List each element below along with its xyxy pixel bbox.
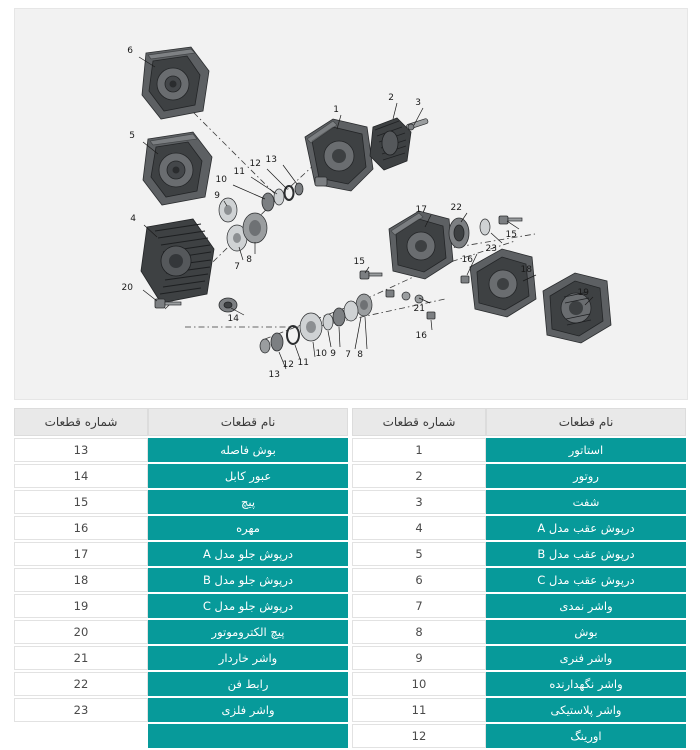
part-name-cell: واشر فلزی [148, 698, 348, 722]
part-number-cell: 22 [14, 672, 148, 696]
svg-text:10: 10 [215, 175, 227, 185]
part-name-cell: درپوش جلو مدل C [148, 594, 348, 618]
svg-text:4: 4 [130, 214, 136, 224]
column-header-number: شماره قطعات [14, 408, 148, 436]
table-row [352, 724, 686, 748]
part-5-rear-cover-b [143, 132, 212, 205]
part-15-screw-right [499, 216, 522, 224]
part-21-star-washer [402, 292, 423, 303]
svg-text:16: 16 [461, 255, 473, 265]
part-number-cell-empty [14, 724, 148, 748]
part-number-cell: 3 [352, 490, 486, 514]
svg-text:9: 9 [330, 349, 336, 359]
part-name-cell: مهره [148, 516, 348, 540]
table-row [14, 568, 348, 592]
part-name-cell-empty [148, 724, 348, 748]
part-10-retaining-washer-lower [323, 314, 333, 330]
part-6-rear-cover-c [142, 47, 209, 119]
svg-text:14: 14 [227, 314, 239, 324]
part-number-cell: 8 [352, 620, 486, 644]
svg-text:1: 1 [333, 105, 339, 115]
part-number-cell: 9 [352, 646, 486, 670]
table-row [14, 672, 348, 696]
table-row [352, 542, 686, 566]
table-row [14, 724, 348, 748]
part-name-cell: واشر نگهدارنده [486, 672, 686, 696]
table-row [14, 438, 348, 462]
part-name-cell: رابط فن [148, 672, 348, 696]
part-number-cell: 19 [14, 594, 148, 618]
table-row [352, 594, 686, 618]
part-number-cell: 11 [352, 698, 486, 722]
part-17-front-cover-a [389, 211, 453, 279]
part-number-cell: 21 [14, 646, 148, 670]
svg-text:5: 5 [129, 131, 135, 141]
table-row [14, 490, 348, 514]
table-row [14, 516, 348, 540]
table-row [352, 516, 686, 540]
part-name-cell: درپوش عقب مدل B [486, 542, 686, 566]
table-row [14, 542, 348, 566]
table-header-row [352, 408, 686, 436]
part-number-cell: 6 [352, 568, 486, 592]
part-name-cell: درپوش جلو مدل A [148, 542, 348, 566]
part-22-fan-coupler [449, 218, 469, 248]
part-number-cell: 17 [14, 542, 148, 566]
part-name-cell: واشر فنری [486, 646, 686, 670]
part-number-cell: 20 [14, 620, 148, 644]
part-number-cell: 13 [14, 438, 148, 462]
part-12-o-ring-lower [287, 326, 299, 344]
svg-text:22: 22 [450, 203, 462, 213]
table-row [352, 620, 686, 644]
part-number-cell: 4 [352, 516, 486, 540]
part-name-cell: شفت [486, 490, 686, 514]
svg-text:19: 19 [577, 288, 589, 298]
part-4-rear-cover-a [141, 219, 214, 303]
table-header-row [14, 408, 348, 436]
svg-text:20: 20 [121, 283, 133, 293]
svg-text:23: 23 [485, 244, 497, 254]
exploded-diagram-illustration [15, 9, 687, 399]
part-7-felt-washer-lower [344, 301, 358, 321]
table-row [14, 594, 348, 618]
part-8-bush-lower [356, 294, 372, 316]
part-number-cell: 12 [352, 724, 486, 748]
part-number-cell: 2 [352, 464, 486, 488]
table-row [14, 620, 348, 644]
part-23-metal-washer [480, 219, 490, 235]
part-18-front-cover-b [470, 249, 536, 317]
table-row [352, 464, 686, 488]
table-row [14, 698, 348, 722]
part-name-cell: استاتور [486, 438, 686, 462]
column-header-name: نام قطعات [148, 408, 348, 436]
part-name-cell: اورینگ [486, 724, 686, 748]
part-number-cell: 23 [14, 698, 148, 722]
part-name-cell: روتور [486, 464, 686, 488]
table-row [352, 646, 686, 670]
part-number-cell: 5 [352, 542, 486, 566]
column-header-number: شماره قطعات [352, 408, 486, 436]
table-row [352, 698, 686, 722]
svg-text:2: 2 [388, 93, 394, 103]
part-name-cell: بوش [486, 620, 686, 644]
part-15-screw-lower [360, 271, 382, 279]
part-19-front-cover-c [543, 273, 611, 343]
svg-text:17: 17 [415, 205, 427, 215]
part-name-cell: بوش فاصله [148, 438, 348, 462]
part-name-cell: درپوش عقب مدل A [486, 516, 686, 540]
svg-text:7: 7 [345, 350, 351, 360]
parts-table-left [352, 406, 686, 750]
part-number-cell: 18 [14, 568, 148, 592]
svg-text:13: 13 [265, 155, 277, 165]
part-13-spacer-bush [295, 183, 303, 195]
svg-text:12: 12 [282, 360, 294, 370]
exploded-diagram-panel [14, 8, 688, 400]
parts-table-right [14, 406, 348, 750]
part-name-cell: درپوش عقب مدل C [486, 568, 686, 592]
part-number-cell: 1 [352, 438, 486, 462]
svg-text:6: 6 [127, 46, 133, 56]
svg-text:11: 11 [297, 358, 309, 368]
svg-text:21: 21 [413, 304, 425, 314]
part-13-spacer-lower [260, 333, 283, 353]
svg-text:10: 10 [315, 349, 327, 359]
part-9-spring-washer-lower [333, 308, 345, 326]
svg-text:12: 12 [249, 159, 261, 169]
part-8-bush [243, 213, 267, 243]
svg-text:18: 18 [520, 265, 532, 275]
part-10-retaining-washer [262, 193, 274, 211]
table-row [352, 568, 686, 592]
svg-text:15: 15 [353, 257, 365, 267]
table-row [14, 464, 348, 488]
part-11-plastic-washer [274, 189, 284, 205]
svg-text:7: 7 [234, 262, 240, 272]
table-row [352, 672, 686, 696]
svg-text:3: 3 [415, 98, 421, 108]
part-number-cell: 7 [352, 594, 486, 618]
svg-text:16: 16 [415, 331, 427, 341]
part-name-cell: واشر پلاستیکی [486, 698, 686, 722]
table-row [14, 646, 348, 670]
part-name-cell: عبور کابل [148, 464, 348, 488]
svg-text:11: 11 [233, 167, 245, 177]
table-row [352, 438, 686, 462]
parts-tables [14, 406, 686, 750]
svg-text:9: 9 [214, 191, 220, 201]
part-name-cell: واشر نمدی [486, 594, 686, 618]
part-2-rotor [370, 118, 411, 170]
part-1-stator [305, 119, 373, 191]
part-number-cell: 10 [352, 672, 486, 696]
part-3-shaft [406, 118, 428, 130]
svg-text:8: 8 [246, 255, 252, 265]
part-name-cell: واشر خاردار [148, 646, 348, 670]
svg-text:8: 8 [357, 350, 363, 360]
part-name-cell: درپوش جلو مدل B [148, 568, 348, 592]
part-number-cell: 15 [14, 490, 148, 514]
svg-text:15: 15 [505, 230, 517, 240]
svg-text:13: 13 [268, 370, 280, 380]
table-row [352, 490, 686, 514]
part-16-nut-row [386, 276, 469, 319]
part-number-cell: 14 [14, 464, 148, 488]
part-number-cell: 16 [14, 516, 148, 540]
part-name-cell: پیچ [148, 490, 348, 514]
part-9-spring-washer [219, 198, 237, 222]
part-name-cell: پیچ الکتروموتور [148, 620, 348, 644]
part-11-plastic-washer-lower [300, 313, 322, 341]
column-header-name: نام قطعات [486, 408, 686, 436]
